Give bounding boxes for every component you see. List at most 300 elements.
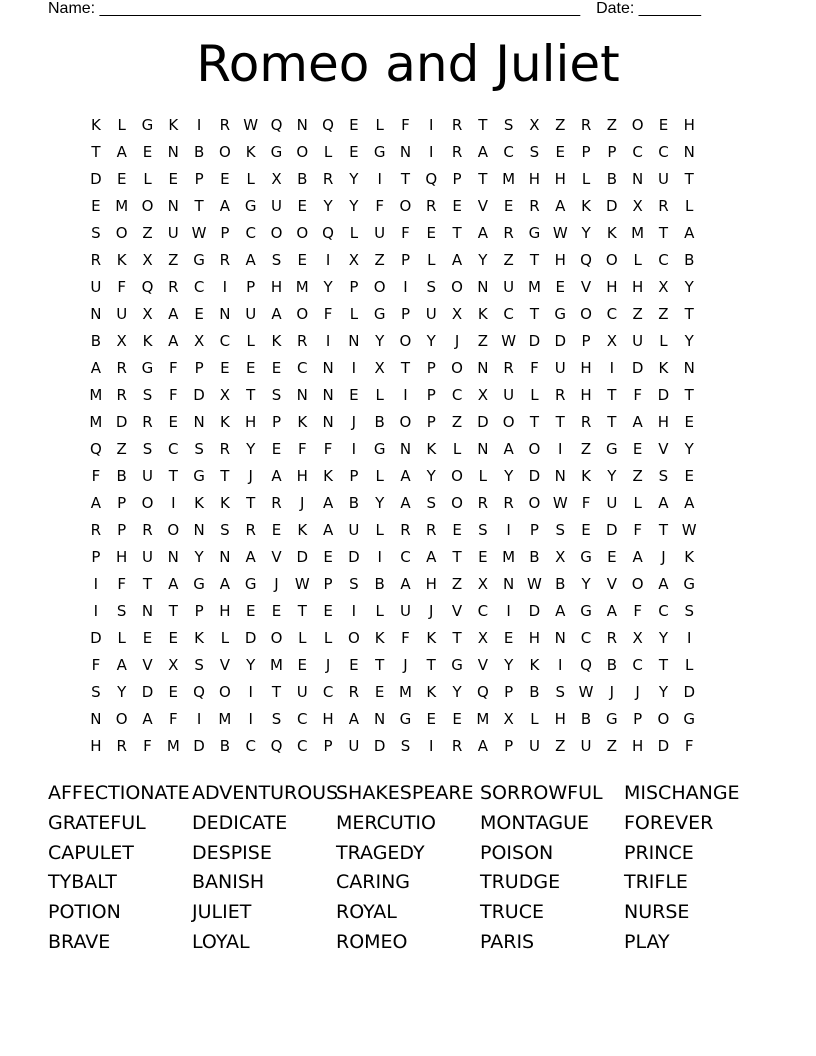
- grid-letter[interactable]: L: [323, 629, 333, 647]
- grid-letter[interactable]: R: [90, 251, 102, 269]
- grid-letter[interactable]: A: [555, 197, 566, 215]
- grid-letter[interactable]: A: [116, 143, 127, 161]
- grid-letter[interactable]: E: [168, 629, 179, 647]
- grid-letter[interactable]: A: [90, 494, 102, 512]
- grid-letter[interactable]: X: [348, 251, 359, 269]
- grid-letter[interactable]: Y: [349, 170, 359, 188]
- grid-letter[interactable]: H: [631, 278, 644, 296]
- grid-letter[interactable]: G: [683, 710, 696, 728]
- grid-letter[interactable]: Z: [116, 440, 127, 458]
- grid-letter[interactable]: H: [606, 278, 618, 296]
- grid-letter[interactable]: I: [248, 683, 253, 701]
- grid-letter[interactable]: H: [554, 251, 566, 269]
- grid-letter[interactable]: U: [632, 332, 644, 350]
- grid-letter[interactable]: P: [426, 359, 436, 377]
- grid-letter[interactable]: A: [322, 521, 334, 539]
- grid-letter[interactable]: O: [451, 494, 463, 512]
- grid-letter[interactable]: O: [605, 251, 618, 269]
- grid-letter[interactable]: I: [351, 440, 357, 458]
- grid-letter[interactable]: P: [194, 359, 204, 377]
- grid-letter[interactable]: N: [193, 413, 205, 431]
- grid-letter[interactable]: T: [426, 656, 436, 674]
- grid-letter[interactable]: K: [297, 413, 308, 431]
- grid-letter[interactable]: J: [403, 656, 408, 674]
- grid-letter[interactable]: H: [554, 710, 566, 728]
- grid-letter[interactable]: E: [349, 386, 359, 404]
- grid-letter[interactable]: L: [685, 656, 694, 674]
- grid-letter[interactable]: K: [426, 440, 437, 458]
- grid-letter[interactable]: T: [168, 602, 178, 620]
- grid-letter[interactable]: O: [115, 710, 128, 728]
- grid-letter[interactable]: A: [632, 548, 643, 566]
- grid-letter[interactable]: L: [452, 440, 462, 458]
- grid-letter[interactable]: C: [658, 143, 669, 161]
- grid-letter[interactable]: P: [349, 278, 359, 296]
- grid-letter[interactable]: E: [426, 224, 436, 242]
- grid-letter[interactable]: O: [580, 305, 592, 323]
- grid-letter[interactable]: C: [477, 602, 489, 620]
- grid-letter[interactable]: U: [348, 521, 360, 539]
- grid-letter[interactable]: E: [271, 602, 282, 620]
- grid-letter[interactable]: G: [373, 143, 386, 161]
- grid-letter[interactable]: E: [374, 683, 385, 701]
- grid-letter[interactable]: Y: [658, 683, 669, 701]
- grid-letter[interactable]: T: [194, 197, 204, 215]
- grid-letter[interactable]: K: [219, 413, 230, 431]
- grid-letter[interactable]: I: [506, 602, 511, 620]
- grid-letter[interactable]: D: [90, 629, 102, 647]
- grid-letter[interactable]: Z: [451, 413, 463, 431]
- grid-letter[interactable]: R: [503, 359, 514, 377]
- grid-letter[interactable]: R: [245, 521, 256, 539]
- grid-letter[interactable]: T: [452, 224, 462, 242]
- grid-letter[interactable]: G: [373, 305, 386, 323]
- grid-letter[interactable]: C: [219, 332, 231, 350]
- grid-letter[interactable]: E: [271, 521, 282, 539]
- grid-letter[interactable]: A: [400, 575, 411, 593]
- grid-letter[interactable]: H: [90, 737, 102, 755]
- grid-letter[interactable]: T: [478, 170, 488, 188]
- grid-letter[interactable]: D: [606, 197, 618, 215]
- grid-letter[interactable]: O: [115, 224, 128, 242]
- grid-letter[interactable]: S: [400, 737, 411, 755]
- grid-letter[interactable]: H: [554, 170, 566, 188]
- grid-letter[interactable]: H: [528, 170, 541, 188]
- grid-letter[interactable]: M: [89, 413, 103, 431]
- grid-letter[interactable]: I: [609, 359, 615, 377]
- grid-letter[interactable]: W: [552, 224, 568, 242]
- grid-letter[interactable]: G: [141, 116, 154, 134]
- grid-letter[interactable]: R: [503, 224, 514, 242]
- grid-letter[interactable]: U: [142, 467, 153, 485]
- grid-letter[interactable]: T: [271, 683, 282, 701]
- grid-letter[interactable]: T: [529, 305, 540, 323]
- grid-letter[interactable]: N: [554, 629, 566, 647]
- grid-letter[interactable]: T: [478, 116, 488, 134]
- grid-letter[interactable]: H: [683, 116, 695, 134]
- grid-letter[interactable]: W: [294, 575, 310, 593]
- grid-letter[interactable]: P: [426, 413, 436, 431]
- grid-letter[interactable]: P: [246, 278, 256, 296]
- grid-letter[interactable]: U: [606, 494, 618, 512]
- grid-letter[interactable]: X: [219, 386, 231, 404]
- grid-letter[interactable]: D: [244, 629, 257, 647]
- grid-letter[interactable]: O: [399, 413, 412, 431]
- grid-letter[interactable]: B: [297, 170, 308, 188]
- grid-letter[interactable]: K: [374, 629, 385, 647]
- grid-letter[interactable]: E: [142, 629, 153, 647]
- grid-letter[interactable]: E: [220, 170, 230, 188]
- grid-letter[interactable]: K: [116, 251, 127, 269]
- grid-letter[interactable]: J: [635, 683, 640, 701]
- grid-letter[interactable]: U: [374, 224, 386, 242]
- grid-letter[interactable]: A: [451, 251, 463, 269]
- grid-letter[interactable]: L: [478, 467, 488, 485]
- grid-letter[interactable]: I: [403, 278, 408, 296]
- grid-letter[interactable]: T: [658, 224, 669, 242]
- grid-letter[interactable]: I: [429, 737, 434, 755]
- grid-letter[interactable]: E: [503, 629, 514, 647]
- grid-letter[interactable]: G: [554, 305, 567, 323]
- grid-letter[interactable]: X: [632, 197, 643, 215]
- grid-letter[interactable]: R: [451, 143, 463, 161]
- grid-letter[interactable]: A: [632, 413, 643, 431]
- grid-letter[interactable]: T: [297, 602, 307, 620]
- grid-letter[interactable]: Y: [452, 683, 462, 701]
- grid-letter[interactable]: I: [93, 575, 99, 593]
- grid-letter[interactable]: Z: [374, 251, 385, 269]
- grid-letter[interactable]: X: [632, 629, 643, 647]
- grid-letter[interactable]: T: [400, 170, 411, 188]
- grid-letter[interactable]: R: [142, 413, 153, 431]
- grid-letter[interactable]: P: [400, 251, 410, 269]
- grid-letter[interactable]: W: [578, 683, 594, 701]
- grid-letter[interactable]: R: [555, 386, 566, 404]
- grid-letter[interactable]: K: [323, 467, 333, 485]
- grid-letter[interactable]: D: [657, 737, 670, 755]
- grid-letter[interactable]: T: [246, 386, 256, 404]
- grid-letter[interactable]: F: [401, 224, 410, 242]
- grid-letter[interactable]: K: [684, 548, 695, 566]
- grid-letter[interactable]: V: [451, 602, 463, 620]
- grid-letter[interactable]: N: [348, 332, 360, 350]
- grid-letter[interactable]: D: [296, 548, 309, 566]
- grid-letter[interactable]: C: [503, 143, 514, 161]
- grid-letter[interactable]: F: [323, 305, 333, 323]
- grid-letter[interactable]: U: [580, 737, 592, 755]
- grid-letter[interactable]: E: [297, 251, 308, 269]
- grid-letter[interactable]: W: [243, 116, 259, 134]
- grid-letter[interactable]: P: [91, 548, 101, 566]
- grid-letter[interactable]: T: [607, 413, 617, 431]
- grid-letter[interactable]: Q: [89, 440, 102, 458]
- grid-letter[interactable]: N: [90, 305, 102, 323]
- grid-letter[interactable]: P: [323, 737, 333, 755]
- grid-letter[interactable]: P: [581, 143, 591, 161]
- grid-letter[interactable]: Y: [684, 332, 694, 350]
- grid-letter[interactable]: P: [117, 494, 127, 512]
- grid-letter[interactable]: A: [426, 548, 437, 566]
- grid-letter[interactable]: Y: [504, 467, 514, 485]
- grid-letter[interactable]: E: [349, 116, 359, 134]
- grid-letter[interactable]: A: [90, 359, 102, 377]
- grid-letter[interactable]: E: [452, 710, 462, 728]
- grid-letter[interactable]: T: [400, 359, 411, 377]
- grid-letter[interactable]: T: [220, 467, 230, 485]
- grid-letter[interactable]: F: [168, 359, 178, 377]
- grid-letter[interactable]: A: [503, 440, 514, 458]
- grid-letter[interactable]: Z: [168, 251, 179, 269]
- grid-letter[interactable]: A: [245, 251, 256, 269]
- grid-letter[interactable]: J: [248, 467, 253, 485]
- grid-letter[interactable]: K: [606, 224, 617, 242]
- grid-letter[interactable]: L: [246, 170, 255, 188]
- grid-letter[interactable]: O: [296, 224, 309, 242]
- grid-letter[interactable]: R: [219, 440, 231, 458]
- grid-letter[interactable]: R: [90, 521, 102, 539]
- grid-letter[interactable]: U: [348, 737, 360, 755]
- grid-letter[interactable]: S: [271, 251, 282, 269]
- grid-letter[interactable]: F: [530, 359, 539, 377]
- grid-letter[interactable]: C: [658, 602, 669, 620]
- grid-letter[interactable]: N: [296, 116, 308, 134]
- grid-letter[interactable]: P: [607, 143, 617, 161]
- grid-letter[interactable]: E: [349, 143, 359, 161]
- grid-letter[interactable]: V: [580, 278, 592, 296]
- grid-letter[interactable]: R: [219, 251, 231, 269]
- grid-letter[interactable]: P: [504, 737, 514, 755]
- grid-letter[interactable]: D: [606, 521, 618, 539]
- grid-letter[interactable]: C: [193, 278, 205, 296]
- grid-letter[interactable]: E: [632, 440, 643, 458]
- grid-letter[interactable]: O: [631, 575, 644, 593]
- grid-letter[interactable]: F: [633, 386, 642, 404]
- grid-letter[interactable]: B: [529, 548, 540, 566]
- grid-letter[interactable]: O: [399, 332, 412, 350]
- grid-letter[interactable]: O: [296, 143, 309, 161]
- grid-letter[interactable]: C: [322, 683, 334, 701]
- grid-letter[interactable]: E: [607, 548, 617, 566]
- grid-letter[interactable]: H: [219, 602, 231, 620]
- grid-letter[interactable]: E: [452, 521, 462, 539]
- grid-letter[interactable]: X: [477, 386, 488, 404]
- grid-letter[interactable]: S: [271, 386, 282, 404]
- grid-letter[interactable]: Y: [375, 494, 385, 512]
- grid-letter[interactable]: M: [218, 710, 232, 728]
- grid-letter[interactable]: U: [296, 683, 308, 701]
- grid-letter[interactable]: M: [166, 737, 180, 755]
- grid-letter[interactable]: F: [633, 602, 642, 620]
- grid-letter[interactable]: N: [219, 305, 231, 323]
- grid-letter[interactable]: D: [528, 332, 541, 350]
- grid-letter[interactable]: Z: [451, 575, 463, 593]
- grid-letter[interactable]: Y: [375, 332, 385, 350]
- grid-letter[interactable]: L: [323, 143, 333, 161]
- grid-letter[interactable]: D: [528, 602, 541, 620]
- grid-letter[interactable]: U: [399, 602, 411, 620]
- grid-letter[interactable]: M: [527, 278, 541, 296]
- grid-letter[interactable]: T: [452, 548, 462, 566]
- grid-letter[interactable]: Y: [478, 251, 488, 269]
- grid-letter[interactable]: E: [297, 197, 308, 215]
- grid-letter[interactable]: X: [168, 656, 179, 674]
- grid-letter[interactable]: N: [683, 359, 695, 377]
- grid-letter[interactable]: G: [141, 359, 154, 377]
- grid-letter[interactable]: X: [271, 170, 282, 188]
- grid-letter[interactable]: D: [631, 359, 644, 377]
- grid-letter[interactable]: Y: [246, 656, 256, 674]
- grid-letter[interactable]: N: [374, 710, 386, 728]
- grid-letter[interactable]: R: [297, 332, 308, 350]
- grid-letter[interactable]: U: [554, 359, 566, 377]
- grid-letter[interactable]: R: [477, 494, 489, 512]
- grid-letter[interactable]: U: [142, 548, 153, 566]
- grid-letter[interactable]: Q: [580, 656, 592, 674]
- grid-letter[interactable]: O: [167, 521, 180, 539]
- grid-letter[interactable]: S: [684, 602, 694, 620]
- grid-letter[interactable]: P: [581, 332, 591, 350]
- grid-letter[interactable]: N: [167, 197, 179, 215]
- grid-letter[interactable]: U: [116, 305, 128, 323]
- grid-letter[interactable]: D: [373, 737, 386, 755]
- grid-letter[interactable]: O: [270, 224, 283, 242]
- grid-letter[interactable]: F: [633, 521, 642, 539]
- grid-letter[interactable]: B: [348, 494, 360, 512]
- grid-letter[interactable]: L: [117, 116, 126, 134]
- grid-letter[interactable]: J: [300, 494, 305, 512]
- grid-letter[interactable]: S: [194, 440, 204, 458]
- grid-letter[interactable]: L: [633, 494, 642, 512]
- grid-letter[interactable]: U: [425, 305, 437, 323]
- grid-letter[interactable]: Y: [426, 332, 436, 350]
- grid-letter[interactable]: A: [684, 494, 695, 512]
- grid-letter[interactable]: U: [528, 737, 540, 755]
- grid-letter[interactable]: E: [245, 602, 256, 620]
- grid-letter[interactable]: R: [219, 116, 231, 134]
- grid-letter[interactable]: O: [451, 359, 463, 377]
- grid-letter[interactable]: S: [555, 683, 565, 701]
- grid-letter[interactable]: R: [658, 197, 669, 215]
- grid-letter[interactable]: K: [529, 656, 540, 674]
- grid-letter[interactable]: E: [426, 710, 436, 728]
- grid-letter[interactable]: I: [351, 602, 357, 620]
- grid-letter[interactable]: Y: [323, 278, 333, 296]
- grid-letter[interactable]: H: [270, 278, 283, 296]
- grid-letter[interactable]: D: [115, 413, 128, 431]
- grid-letter[interactable]: A: [400, 494, 411, 512]
- grid-letter[interactable]: Y: [684, 278, 694, 296]
- grid-letter[interactable]: P: [194, 170, 204, 188]
- grid-letter[interactable]: O: [373, 278, 386, 296]
- grid-letter[interactable]: G: [193, 467, 205, 485]
- grid-letter[interactable]: A: [168, 305, 179, 323]
- grid-letter[interactable]: L: [659, 332, 668, 350]
- grid-letter[interactable]: T: [375, 656, 385, 674]
- grid-letter[interactable]: R: [271, 494, 282, 512]
- grid-letter[interactable]: Y: [581, 575, 591, 593]
- grid-letter[interactable]: Y: [117, 683, 127, 701]
- grid-letter[interactable]: A: [684, 224, 695, 242]
- grid-letter[interactable]: M: [295, 278, 309, 296]
- grid-letter[interactable]: W: [527, 575, 542, 593]
- grid-letter[interactable]: L: [143, 170, 152, 188]
- grid-letter[interactable]: P: [349, 467, 359, 485]
- grid-letter[interactable]: O: [347, 629, 360, 647]
- grid-letter[interactable]: R: [400, 521, 411, 539]
- grid-letter[interactable]: P: [452, 170, 462, 188]
- grid-letter[interactable]: I: [325, 251, 331, 269]
- grid-letter[interactable]: D: [90, 170, 102, 188]
- grid-letter[interactable]: C: [580, 629, 592, 647]
- grid-letter[interactable]: N: [632, 170, 644, 188]
- grid-letter[interactable]: Q: [322, 224, 334, 242]
- grid-letter[interactable]: L: [375, 521, 384, 539]
- grid-letter[interactable]: D: [193, 386, 205, 404]
- grid-letter[interactable]: E: [349, 656, 359, 674]
- grid-letter[interactable]: K: [194, 494, 204, 512]
- grid-letter[interactable]: P: [504, 683, 514, 701]
- grid-letter[interactable]: Y: [194, 548, 204, 566]
- grid-letter[interactable]: L: [349, 224, 359, 242]
- grid-letter[interactable]: X: [477, 629, 488, 647]
- grid-letter[interactable]: Q: [193, 683, 205, 701]
- grid-letter[interactable]: W: [552, 494, 568, 512]
- grid-letter[interactable]: L: [581, 170, 591, 188]
- grid-letter[interactable]: Q: [476, 683, 489, 701]
- grid-letter[interactable]: X: [451, 305, 463, 323]
- grid-letter[interactable]: O: [141, 197, 154, 215]
- grid-letter[interactable]: A: [116, 656, 127, 674]
- grid-letter[interactable]: O: [451, 467, 463, 485]
- grid-letter[interactable]: Z: [503, 251, 514, 269]
- grid-letter[interactable]: W: [681, 521, 697, 539]
- grid-letter[interactable]: K: [245, 143, 256, 161]
- grid-letter[interactable]: D: [477, 413, 489, 431]
- grid-letter[interactable]: N: [219, 548, 231, 566]
- grid-letter[interactable]: P: [529, 521, 539, 539]
- grid-letter[interactable]: S: [142, 386, 153, 404]
- grid-letter[interactable]: K: [426, 683, 437, 701]
- grid-letter[interactable]: K: [297, 521, 308, 539]
- grid-letter[interactable]: R: [168, 278, 179, 296]
- grid-letter[interactable]: L: [246, 332, 255, 350]
- grid-letter[interactable]: Q: [322, 116, 334, 134]
- grid-letter[interactable]: B: [374, 413, 385, 431]
- grid-letter[interactable]: L: [298, 629, 307, 647]
- grid-letter[interactable]: Y: [581, 224, 591, 242]
- grid-letter[interactable]: Y: [426, 467, 436, 485]
- grid-letter[interactable]: M: [398, 683, 412, 701]
- grid-letter[interactable]: M: [115, 197, 129, 215]
- grid-letter[interactable]: O: [528, 440, 541, 458]
- grid-letter[interactable]: R: [451, 116, 463, 134]
- grid-letter[interactable]: I: [558, 440, 563, 458]
- grid-letter[interactable]: D: [528, 467, 541, 485]
- grid-letter[interactable]: L: [220, 629, 230, 647]
- grid-letter[interactable]: N: [503, 575, 515, 593]
- grid-letter[interactable]: Z: [606, 737, 617, 755]
- grid-letter[interactable]: X: [116, 332, 127, 350]
- grid-letter[interactable]: F: [168, 386, 178, 404]
- grid-letter[interactable]: E: [220, 359, 230, 377]
- grid-letter[interactable]: N: [322, 386, 334, 404]
- grid-letter[interactable]: T: [168, 467, 178, 485]
- grid-letter[interactable]: A: [477, 737, 488, 755]
- grid-letter[interactable]: P: [220, 224, 230, 242]
- grid-letter[interactable]: I: [93, 602, 99, 620]
- grid-letter[interactable]: E: [323, 548, 333, 566]
- grid-letter[interactable]: I: [506, 521, 511, 539]
